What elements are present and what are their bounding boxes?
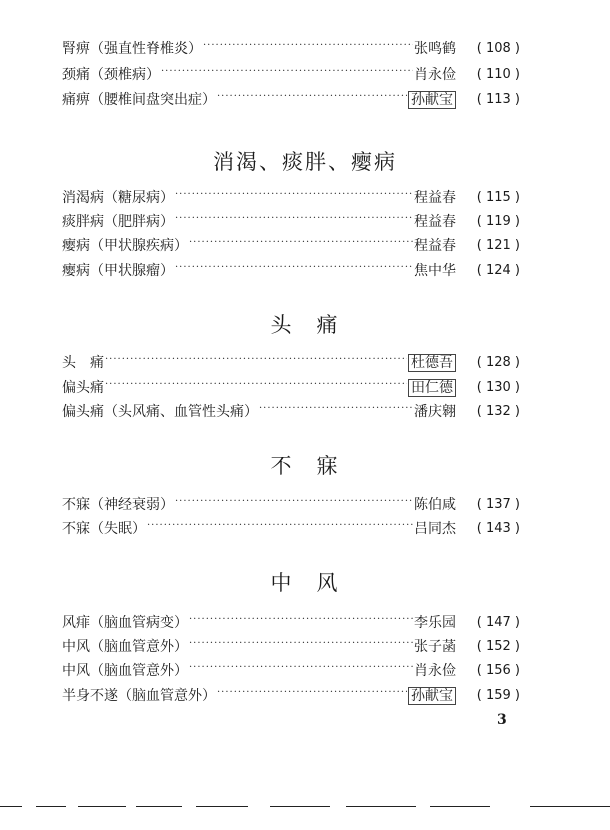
- entry-page: ( 115 ): [476, 190, 520, 205]
- entry-title: 不寐（神经衰弱）: [62, 497, 174, 513]
- entry-title: 痰胖病（肥胖病）: [62, 214, 174, 230]
- entry-author: 程益春: [414, 214, 456, 230]
- leader-dots: [175, 259, 413, 277]
- entry-title: 瘿病（甲状腺瘤）: [62, 263, 174, 279]
- entry-author: 田仁德: [408, 379, 456, 397]
- entry-author: 杜德吾: [408, 354, 456, 372]
- leader-dots: [217, 684, 407, 702]
- toc-entry: [62, 233, 520, 255]
- leader-dots: [175, 493, 413, 511]
- entry-title: 不寐（失眠）: [62, 521, 146, 537]
- toc-entry: [62, 36, 520, 58]
- leader-dots: [189, 234, 413, 252]
- section-heading: 消渴、痰胖、瘿病: [213, 150, 397, 174]
- entry-author: 孙献宝: [408, 91, 456, 109]
- entry-page: ( 130 ): [476, 380, 520, 395]
- toc-entry: [62, 516, 520, 538]
- entry-page: ( 159 ): [476, 688, 520, 703]
- entry-title: 消渴病（糖尿病）: [62, 190, 174, 206]
- toc-entry: [62, 350, 520, 372]
- entry-author: 孙献宝: [408, 687, 456, 705]
- entry-title: 偏头痛（头风痛、血管性头痛）: [62, 404, 258, 420]
- entry-page: ( 128 ): [476, 355, 520, 370]
- page-number: 3: [497, 712, 507, 728]
- entry-page: ( 110 ): [476, 67, 520, 82]
- entry-title: 半身不遂（脑血管意外）: [62, 688, 216, 704]
- entry-author: 肖永俭: [414, 67, 456, 83]
- leader-dots: [161, 63, 413, 81]
- entry-author: 程益春: [414, 190, 456, 206]
- entry-page: ( 124 ): [476, 263, 520, 278]
- entry-page: ( 152 ): [476, 639, 520, 654]
- toc-entry: [62, 209, 520, 231]
- entry-page: ( 147 ): [476, 615, 520, 630]
- leader-dots: [189, 611, 413, 629]
- leader-dots: [175, 186, 413, 204]
- toc-entry: [62, 492, 520, 514]
- entry-page: ( 156 ): [476, 663, 520, 678]
- scan-edge-line: [0, 806, 610, 810]
- entry-author: 潘庆翱: [414, 404, 456, 420]
- entry-title: 头 痛: [62, 355, 104, 371]
- entry-page: ( 113 ): [476, 92, 520, 107]
- entry-title: 腎痹（强直性脊椎炎）: [62, 41, 202, 57]
- entry-page: ( 137 ): [476, 497, 520, 512]
- toc-entry: [62, 658, 520, 680]
- leader-dots: [175, 210, 413, 228]
- entry-author: 焦中华: [414, 263, 456, 279]
- toc-entry: [62, 610, 520, 632]
- entry-title: 颈痛（颈椎病）: [62, 67, 160, 83]
- entry-author: 李乐园: [414, 615, 456, 631]
- leader-dots: [203, 37, 413, 55]
- toc-entry: [62, 258, 520, 280]
- leader-dots: [217, 88, 407, 106]
- entry-author: 吕同杰: [414, 521, 456, 537]
- entry-page: ( 119 ): [476, 214, 520, 229]
- entry-page: ( 108 ): [476, 41, 520, 56]
- entry-title: 中风（脑血管意外）: [62, 639, 188, 655]
- entry-title: 中风（脑血管意外）: [62, 663, 188, 679]
- entry-title: 风痱（脑血管病变）: [62, 615, 188, 631]
- toc-entry: [62, 87, 520, 109]
- toc-entry: [62, 375, 520, 397]
- entry-author: 陈伯咸: [414, 497, 456, 513]
- toc-entry: [62, 185, 520, 207]
- section-heading: 头 痛: [270, 313, 340, 337]
- entry-page: ( 143 ): [476, 521, 520, 536]
- leader-dots: [105, 351, 407, 369]
- leader-dots: [105, 376, 407, 394]
- leader-dots: [189, 659, 413, 677]
- entry-title: 痛痹（腰椎间盘突出症）: [62, 92, 216, 108]
- entry-author: 程益春: [414, 238, 456, 254]
- leader-dots: [189, 635, 413, 653]
- entry-page: ( 121 ): [476, 238, 520, 253]
- toc-entry: [62, 634, 520, 656]
- toc-entry: [62, 62, 520, 84]
- entry-title: 瘿病（甲状腺疾病）: [62, 238, 188, 254]
- leader-dots: [259, 400, 413, 418]
- section-heading: 不 寐: [270, 454, 340, 478]
- entry-author: 张鸣鹤: [414, 41, 456, 57]
- toc-entry: [62, 399, 520, 421]
- entry-author: 张子菡: [414, 639, 456, 655]
- entry-title: 偏头痛: [62, 380, 104, 396]
- entry-page: ( 132 ): [476, 404, 520, 419]
- toc-entry: [62, 683, 520, 705]
- leader-dots: [147, 517, 413, 535]
- section-heading: 中 风: [270, 571, 340, 595]
- entry-author: 肖永俭: [414, 663, 456, 679]
